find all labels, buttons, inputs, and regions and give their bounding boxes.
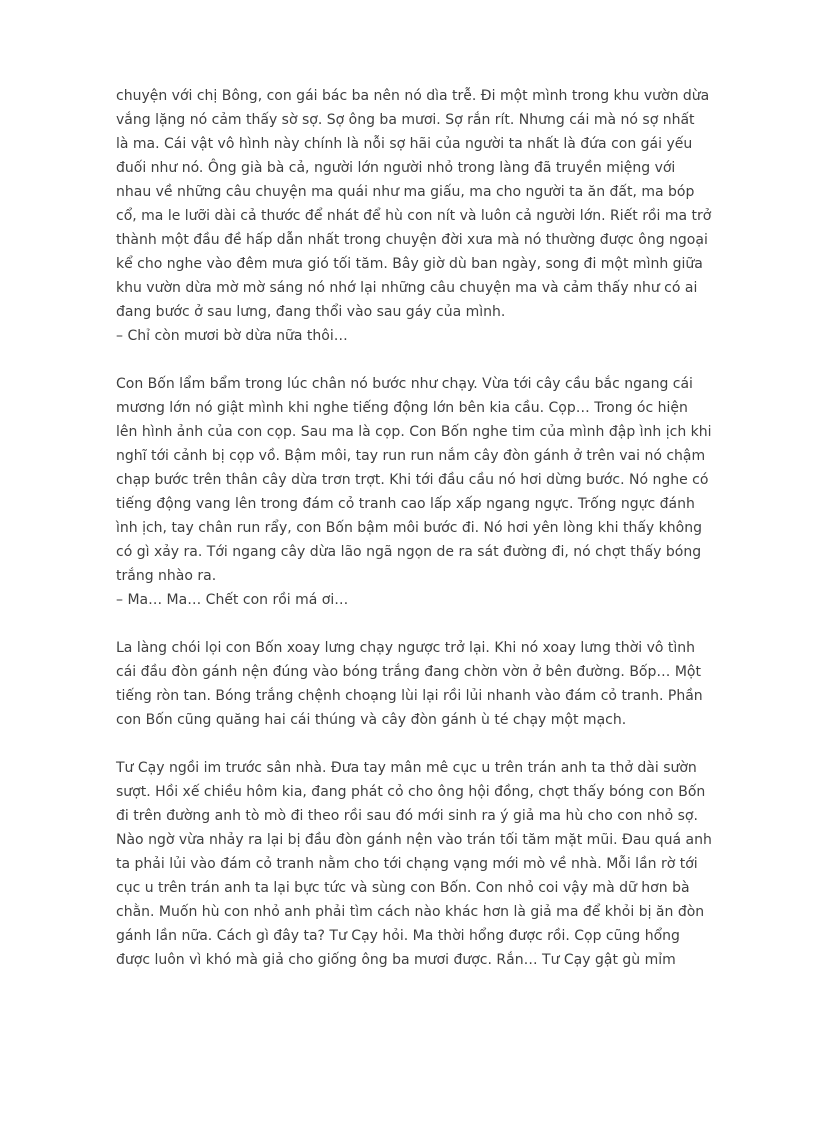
- paragraph: [116, 84, 776, 348]
- text-line: tiếng ròn tan. Bóng trắng chệnh choạng lùi lại rồi lủi nhanh vào đám cỏ tranh. Phần: [116, 688, 703, 704]
- text-line: lên hình ảnh của con cọp. Sau ma là cọp. Con Bốn nghe tim của mình đập ình ịch khi: [116, 424, 712, 440]
- text-line: đi trên đường anh tò mò đi theo rồi sau đó mới sinh ra ý giả ma hù cho con nhỏ sợ.: [116, 808, 698, 824]
- text-line: con Bốn cũng quăng hai cái thúng và cây đòn gánh ù té chạy một mạch.: [116, 712, 627, 728]
- paragraph-gap: [116, 348, 776, 372]
- text-line: sượt. Hồi xế chiều hôm kia, đang phát cỏ cho ông hội đồng, chợt thấy bóng con Bốn: [116, 784, 706, 800]
- text-line: vắng lặng nó cảm thấy sờ sợ. Sợ ông ba mươi. Sợ rắn rít. Nhưng cái mà nó sợ nhất: [116, 112, 695, 128]
- text-line: ình ịch, tay chân run rẩy, con Bốn bậm môi bước đi. Nó hơi yên lòng khi thấy không: [116, 520, 702, 536]
- text-line: Con Bốn lẩm bẩm trong lúc chân nó bước như chạy. Vừa tới cây cầu bắc ngang cái: [116, 376, 693, 392]
- paragraph: [116, 636, 776, 732]
- text-line: chuyện với chị Bông, con gái bác ba nên nó dìa trễ. Đi một mình trong khu vườn dừa: [116, 88, 710, 104]
- text-line: ta phải lủi vào đám cỏ tranh nằm cho tới chạng vạng mới mò về nhà. Mỗi lần rờ tới: [116, 856, 698, 872]
- text-line: được luôn vì khó mà giả cho giống ông ba mươi được. Rắn… Tư Cạy gật gù mỉm: [116, 952, 676, 968]
- paragraph: [116, 372, 776, 612]
- text-line: – Chỉ còn mươi bờ dừa nữa thôi…: [116, 328, 348, 344]
- text-line: kể cho nghe vào đêm mưa gió tối tăm. Bây giờ dù ban ngày, song đi một mình giữa: [116, 256, 703, 272]
- text-line: chằn. Muốn hù con nhỏ anh phải tìm cách nào khác hơn là giả ma để khỏi bị ăn đòn: [116, 904, 705, 920]
- text-line: khu vườn dừa mờ mờ sáng nó nhớ lại những câu chuyện ma và cảm thấy như có ai: [116, 280, 698, 296]
- body-text: [116, 84, 776, 972]
- text-line: La làng chói lọi con Bốn xoay lưng chạy ngược trở lại. Khi nó xoay lưng thời vô tình: [116, 640, 695, 656]
- paragraph-gap: [116, 732, 776, 756]
- text-line: có gì xảy ra. Tới ngang cây dừa lão ngã ngọn de ra sát đường đi, nó chợt thấy bóng: [116, 544, 702, 560]
- text-line: gánh lần nữa. Cách gì đây ta? Tư Cạy hỏi. Ma thời hổng được rồi. Cọp cũng hổng: [116, 928, 680, 944]
- text-line: thành một đầu đề hấp dẫn nhất trong chuyện đời xưa mà nó thường được ông ngoại: [116, 232, 708, 248]
- text-line: cục u trên trán anh ta lại bực tức và sùng con Bốn. Con nhỏ coi vậy mà dữ hơn bà: [116, 880, 690, 896]
- text-line: đuối như nó. Ông già bà cả, người lớn người nhỏ trong làng đã truyền miệng với: [116, 160, 676, 176]
- text-line: cổ, ma le lưỡi dài cả thước để nhát để hù con nít và luôn cả người lớn. Riết rồi ma trở: [116, 208, 712, 224]
- text-line: cái đầu đòn gánh nện đúng vào bóng trắng đang chờn vờn ở bên đường. Bốp… Một: [116, 664, 701, 680]
- text-line: Nào ngờ vừa nhảy ra lại bị đầu đòn gánh nện vào trán tối tăm mặt mũi. Đau quá anh: [116, 832, 712, 848]
- text-line: chạp bước trên thân cây dừa trơn trợt. Khi tới đầu cầu nó hơi dừng bước. Nó nghe có: [116, 472, 709, 488]
- text-line: – Ma… Ma… Chết con rồi má ơi…: [116, 592, 349, 608]
- text-line: nhau về những câu chuyện ma quái như ma giấu, ma cho người ta ăn đất, ma bóp: [116, 184, 695, 200]
- text-line: nghĩ tới cảnh bị cọp vồ. Bậm môi, tay run run nắm cây đòn gánh ở trên vai nó chậm: [116, 448, 706, 464]
- paragraph: [116, 756, 776, 972]
- paragraph-gap: [116, 612, 776, 636]
- text-line: đang bước ở sau lưng, đang thổi vào sau gáy của mình.: [116, 304, 506, 320]
- text-line: Tư Cạy ngồi im trước sân nhà. Đưa tay mân mê cục u trên trán anh ta thở dài sườn: [116, 760, 697, 776]
- text-line: tiếng động vang lên trong đám cỏ tranh cao lấp xấp ngang ngực. Trống ngực đánh: [116, 496, 695, 512]
- text-line: mương lớn nó giật mình khi nghe tiếng động lớn bên kia cầu. Cọp… Trong óc hiện: [116, 400, 688, 416]
- text-line: là ma. Cái vật vô hình này chính là nỗi sợ hãi của người ta nhất là đứa con gái yếu: [116, 136, 693, 152]
- text-line: trắng nhào ra.: [116, 568, 217, 584]
